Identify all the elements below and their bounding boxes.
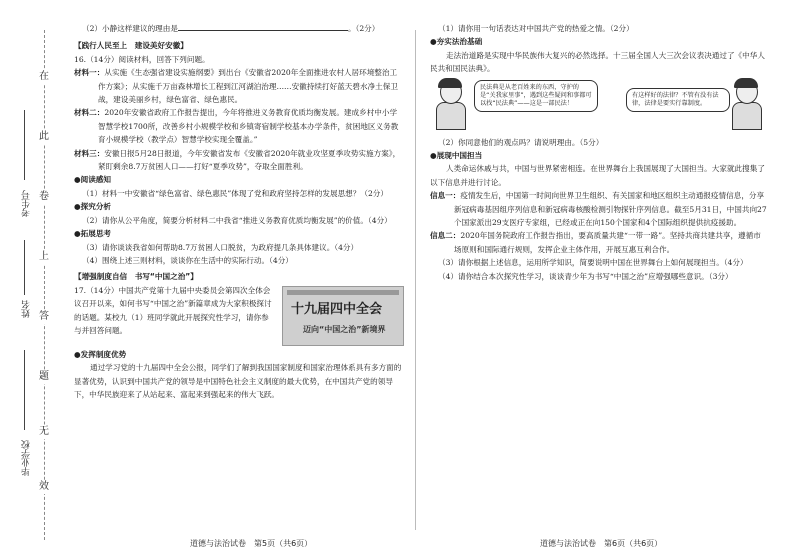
q16-4: （4）围绕上述三则材料，谈谈你在生活中的实际行动。（4分） — [82, 255, 293, 265]
photo-subtitle: 迈向“中国之治”新境界 — [303, 324, 386, 334]
name-label: 姓名 — [22, 300, 32, 318]
read-heading: ●阅读感知 — [74, 175, 112, 185]
name-blank[interactable] — [24, 240, 25, 295]
expand-heading: ●拓展思考 — [74, 229, 112, 239]
q17-2: （2）你同意他们的观点吗？请说明理由。（5分） — [438, 137, 604, 147]
info-1: 信息一：疫情发生后，中国第一时间向世界卫生组织、有关国家和地区组织主动通报疫情信息，分享新冠病毒基因组序列信息和新冠病毒核酸检测引物探针序列信息。截至5月31日，中国共向27个国家派出29支医疗专家组，已经或正在向150个国家和4个国际组织提供抗疫援助。 — [430, 191, 767, 228]
q15-2-line: （2）小静这样建议的理由是 。（2分） — [82, 24, 380, 33]
seal-char: 此 — [39, 131, 49, 142]
man-figure — [434, 80, 466, 128]
q16-1: （1）材料一中安徽省“绿色富省、绿色惠民”体现了党和政府坚持怎样的发展思想？（2分） — [82, 188, 388, 198]
q16-2: （2）请你从公平角度，简要分析材料二中我省“推进义务教育优质均衡发展”的价值。（4分） — [82, 215, 392, 225]
seal-char: 卷 — [39, 191, 49, 202]
speech-bubble-right: 有这样好的法律？不管有没有法律，法律是要实行靠制度。 — [626, 88, 730, 112]
q17-4: （4）请你结合本次探究性学习，谈谈青少年为书写“中国之治”应增强哪些意识。（3分） — [438, 271, 733, 281]
material-1: 材料一：从实施《生态强省建设实施纲要》到出台《安徽省2020年全面推进农村人居环境整治工作方案》；从实施千万亩森林增长工程到江河湖泊治理……安徽持续打好蓝天碧水净土保卫战，建设美丽乡村，绿色富省、绿色惠民。 — [74, 68, 398, 105]
q16-heading: 16.（14分）阅读材料，回答下列问题。 — [74, 54, 210, 64]
seal-line — [44, 30, 45, 540]
civil-code-cartoon — [430, 78, 768, 132]
info-2: 信息二：2020年国务院政府工作报告指出，要高质量共建“一带一路”。坚持共商共建共享，遵循市场原则和国际通行规则，发挥企业主体作用，开展互惠互利合作。 — [430, 231, 761, 254]
q17-3: （3）请你根据上述信息，运用所学知识，简要说明中国在世界舞台上如何展现担当。（4分） — [438, 258, 748, 268]
school-blank[interactable] — [24, 350, 25, 430]
rule-heading: ●夯实法治基础 — [430, 37, 483, 47]
woman-figure — [730, 80, 762, 128]
q16-3: （3）请你谈谈我省如何帮助8.7万贫困人口脱贫，为政府提几条具体建议。（4分） — [82, 242, 359, 252]
seal-char: 题 — [39, 371, 49, 382]
material-3: 材料三：安徽日报5月28日报道，今年安徽省发布《安徽省2020年就业攻坚夏季攻势实施方案》，紧盯剩余8.7万贫困人口——打好“夏季攻势”，夺取全面胜利。 — [74, 148, 401, 172]
page-6-column — [430, 22, 768, 283]
china-text: 人类命运休戚与共，中国与世界紧密相连。在世界舞台上我国展现了大国担当。大家就此搜集了以下信息并进行讨论。 — [430, 164, 765, 187]
china-heading: ●展现中国担当 — [430, 151, 483, 161]
q17-1: （1）请你用一句话表达对中国共产党的热爱之情。（2分） — [438, 24, 634, 33]
page-divider — [415, 30, 416, 530]
seal-char: 无 — [39, 426, 49, 437]
candidate-number-label: 考生号 — [22, 190, 32, 217]
photo-title: 十九届四中全会 — [291, 301, 383, 317]
section-title: 【践行人民至上 建设美好安徽】 — [74, 41, 188, 51]
speech-bubble-left: 民法典是从老百姓来的东西，守护的是“关我家里事”，遇到这些疑问和事都可以找“民法典”——这是一部民法！ — [474, 80, 598, 113]
q17-text: 17.（14分）中国共产党第十九届中央委员会第四次全体会议召开以来，如何书写“中国之治”新篇章成为大家积极探讨的话题。某校九（1）班同学就此开展探究性学习，请你参与并回答问题。 — [74, 285, 272, 335]
page-5-column — [74, 22, 404, 401]
rule-text: 走法治道路是实现中华民族伟大复兴的必然选择。十三届全国人大三次会议表决通过了《中华人民共和国民法典》。 — [430, 50, 765, 74]
plenum-photo — [282, 286, 404, 346]
seal-char: 效 — [39, 481, 49, 492]
binding-margin — [0, 0, 72, 560]
photo-banner — [287, 290, 399, 295]
answer-blank[interactable] — [178, 22, 348, 31]
advantage-text: 通过学习党的十九届四中全会公报，同学们了解到我国国家制度和国家治理体系具有多方面的显著优势，认识到中国共产党的领导是中国特色社会主义制度的最大优势，在中国共产党的领导下，中华民族迎来了从站起来、富起来到强起来的伟大飞跃。 — [74, 363, 402, 399]
explore-heading: ●探究分析 — [74, 202, 112, 212]
seal-char: 在 — [39, 71, 49, 82]
seal-char: 答 — [39, 311, 49, 322]
section-title: 【增强制度自信 书写“中国之治”】 — [74, 272, 198, 282]
q17-block — [74, 284, 404, 338]
page-5-footer: 道德与法治试卷 第5页（共6页） — [190, 539, 313, 548]
school-label: 毕业学校 — [22, 440, 32, 476]
advantage-heading: ●发挥制度优势 — [74, 349, 127, 359]
candidate-number-blank[interactable] — [24, 110, 25, 180]
material-2: 材料二：2020年安徽省政府工作报告提出，今年将推进义务教育优质均衡发展。建成乡村中小学智慧学校1700所，改善乡村小规模学校和乡镇寄宿制学校基本办学条件，贫困地区义务教育小规模学校（教学点）智慧学校实现全覆盖。” — [74, 108, 399, 145]
page-6-footer: 道德与法治试卷 第6页（共6页） — [540, 539, 663, 548]
seal-char: 上 — [39, 251, 49, 262]
